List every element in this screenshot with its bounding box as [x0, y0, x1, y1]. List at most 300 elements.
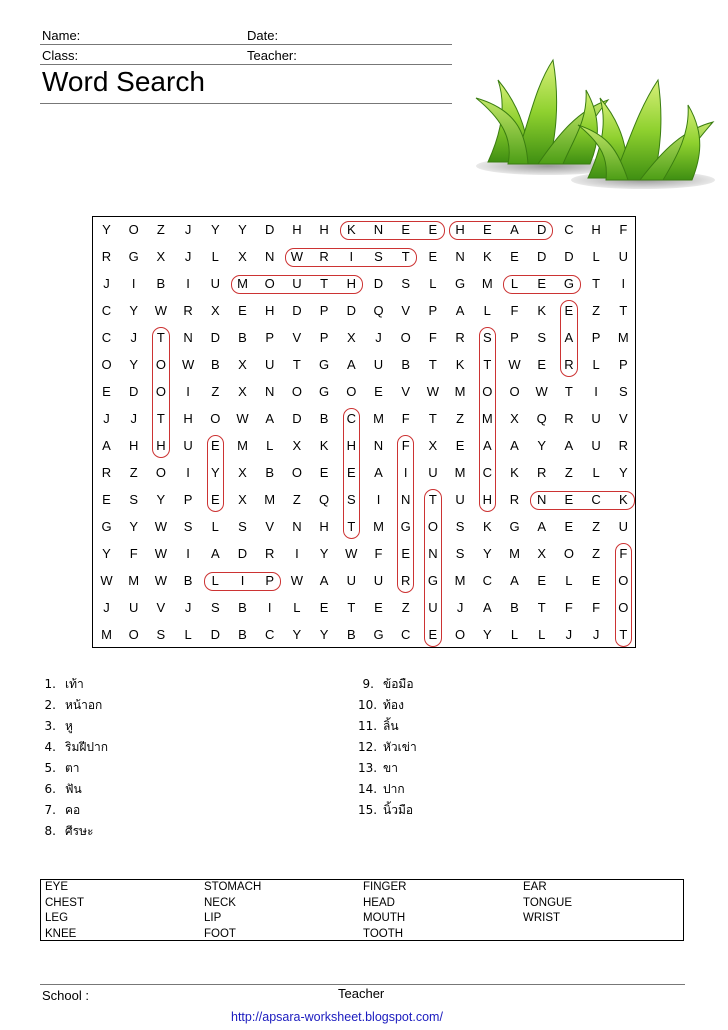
- word-bank: [40, 879, 684, 941]
- grid-letter: T: [619, 627, 628, 642]
- grid-letter: C: [400, 627, 411, 642]
- grid-letter: Y: [292, 627, 302, 642]
- grid-letter: M: [237, 438, 248, 453]
- grid-letter: P: [319, 330, 329, 345]
- word-bank-item: TOOTH: [363, 927, 404, 940]
- grid-letter: E: [102, 384, 111, 399]
- grid-letter: C: [346, 411, 356, 426]
- grid-letter: R: [509, 492, 520, 507]
- grid-letter: L: [483, 303, 491, 318]
- grid-letter: Y: [102, 222, 111, 237]
- grid-letter: F: [564, 600, 573, 615]
- grid-letter: G: [128, 249, 139, 264]
- grid-letter: Y: [319, 627, 329, 642]
- grid-letter: W: [290, 249, 304, 264]
- grid-letter: J: [130, 330, 137, 345]
- grid-letter: L: [184, 627, 192, 642]
- grid-letter: E: [401, 222, 411, 237]
- grid-letter: O: [128, 627, 139, 642]
- grid-letter: D: [346, 303, 356, 318]
- grid-letter: Y: [482, 546, 492, 561]
- grid-letter: L: [211, 573, 219, 588]
- grid-letter: O: [618, 573, 629, 588]
- grid-letter: U: [183, 438, 193, 453]
- grid-letter: V: [618, 411, 628, 426]
- grid-letter: S: [210, 600, 220, 615]
- grid-letter: U: [128, 600, 139, 615]
- clue-number: 2.: [44, 698, 56, 712]
- grid-letter: A: [346, 357, 356, 372]
- grid-letter: C: [564, 222, 574, 237]
- grid-letter: E: [510, 249, 519, 264]
- grid-letter: U: [346, 573, 356, 588]
- divider: [40, 103, 452, 104]
- grid-letter: X: [537, 546, 547, 561]
- grid-letter: C: [591, 492, 601, 507]
- grid-letter: P: [183, 492, 193, 507]
- clue-number: 12.: [358, 740, 378, 754]
- grid-letter: A: [564, 438, 574, 453]
- grid-letter: W: [100, 573, 113, 588]
- grid-letter: C: [101, 303, 112, 318]
- grid-letter: J: [103, 411, 110, 426]
- clue-number: 6.: [44, 782, 56, 796]
- grid-letter: M: [264, 492, 276, 507]
- grid-letter: V: [401, 303, 411, 318]
- clue-number: 1.: [44, 677, 56, 691]
- grid-letter: T: [564, 384, 573, 399]
- grid-letter: L: [211, 519, 219, 534]
- grid-letter: U: [373, 357, 384, 372]
- grid-letter: C: [482, 573, 492, 588]
- grid-letter: G: [373, 627, 384, 642]
- grid-letter: Y: [210, 222, 220, 237]
- grid-letter: H: [156, 438, 166, 453]
- answer-circle-stomach: [479, 327, 496, 512]
- clue-item: [358, 759, 398, 778]
- class-label: Class:: [42, 48, 79, 63]
- grid-letter: J: [103, 276, 110, 291]
- grid-letter: E: [428, 249, 438, 264]
- grid-letter: L: [592, 357, 600, 372]
- grid-letter: W: [426, 384, 440, 399]
- grid-letter: E: [455, 438, 465, 453]
- grid-letter: R: [400, 573, 411, 588]
- grid-letter: C: [482, 465, 492, 480]
- grid-letter: I: [186, 546, 190, 561]
- grid-letter: B: [346, 627, 356, 642]
- grid-letter: K: [346, 222, 356, 237]
- grid-letter: S: [129, 492, 139, 507]
- grid-letter: J: [184, 222, 192, 237]
- grid-letter: J: [130, 411, 137, 426]
- grid-letter: F: [619, 546, 628, 561]
- grid-letter: Y: [210, 465, 220, 480]
- grid-letter: O: [264, 276, 275, 291]
- grid-letter: N: [400, 492, 411, 507]
- clue-number: 15.: [358, 803, 378, 817]
- grid-letter: M: [617, 330, 629, 345]
- grid-letter: D: [292, 411, 302, 426]
- grid-letter: Z: [401, 600, 410, 615]
- grid-letter: Z: [592, 546, 601, 561]
- grid-letter: C: [101, 330, 112, 345]
- grid-letter: D: [237, 546, 248, 561]
- grid-letter: S: [618, 384, 628, 399]
- grid-letter: Y: [129, 357, 139, 372]
- grid-letter: T: [428, 411, 437, 426]
- word-bank-item: FINGER: [363, 881, 407, 893]
- word-bank-item: EAR: [523, 881, 547, 893]
- footer-teacher-label: Teacher: [338, 986, 385, 1001]
- grid-letter: S: [482, 330, 492, 345]
- grid-letter: Y: [156, 492, 166, 507]
- grid-letter: Z: [292, 492, 301, 507]
- answer-circle-lip: [204, 572, 282, 591]
- grid-letter: X: [156, 249, 166, 264]
- clue-item: [358, 675, 414, 694]
- grid-letter: S: [455, 519, 465, 534]
- clue-item: [358, 696, 404, 715]
- clue-number: 11.: [358, 719, 378, 733]
- grid-letter: T: [401, 249, 410, 264]
- grid-letter: W: [290, 573, 304, 588]
- grid-letter: Y: [618, 465, 628, 480]
- grid-letter: Z: [592, 519, 601, 534]
- grid-letter: O: [346, 384, 357, 399]
- grid-letter: T: [428, 357, 437, 372]
- grid-letter: S: [238, 519, 247, 534]
- grid-letter: K: [455, 357, 465, 372]
- grid-letter: T: [320, 276, 329, 291]
- grid-letter: T: [156, 411, 165, 426]
- grid-letter: J: [592, 627, 600, 642]
- grid-letter: Z: [456, 411, 465, 426]
- answer-circle-neck: [530, 491, 635, 510]
- grid-letter: R: [264, 546, 275, 561]
- clue-item: [358, 801, 413, 820]
- grid-letter: T: [537, 600, 546, 615]
- clue-item: [358, 780, 405, 799]
- grid-letter: G: [509, 519, 520, 534]
- grid-letter: H: [183, 411, 193, 426]
- grid-letter: M: [454, 573, 466, 588]
- grid-letter: F: [401, 411, 410, 426]
- grid-letter: L: [211, 249, 219, 264]
- clue-item: [40, 696, 102, 715]
- answer-circle-head: [449, 221, 554, 240]
- grid-letter: W: [154, 519, 168, 534]
- word-bank-item: HEAD: [363, 896, 395, 909]
- grid-letter: H: [128, 438, 139, 453]
- grid-letter: R: [183, 303, 193, 318]
- clue-number: 14.: [358, 782, 378, 796]
- grid-letter: X: [510, 411, 519, 426]
- website-link[interactable]: http://apsara-worksheet.blogspot.com/: [231, 1010, 443, 1024]
- answer-circle-eye: [207, 435, 224, 512]
- grid-letter: I: [240, 573, 245, 588]
- grid-letter: J: [375, 330, 382, 345]
- grid-letter: Z: [156, 222, 165, 237]
- clue-item: [40, 801, 80, 820]
- clue-text: ปาก: [383, 782, 405, 796]
- grid-letter: O: [563, 546, 574, 561]
- clue-text: หัวเข่า: [383, 740, 417, 754]
- grid-letter: M: [373, 411, 384, 426]
- grid-letter: M: [373, 519, 384, 534]
- grid-letter: N: [428, 546, 438, 561]
- teacher-label: Teacher:: [247, 48, 297, 63]
- word-bank-item: LIP: [204, 912, 222, 924]
- grid-letter: E: [564, 492, 574, 507]
- grid-letter: U: [591, 438, 601, 453]
- grid-letter: Y: [129, 303, 139, 318]
- grid-letter: E: [374, 600, 383, 615]
- grid-letter: T: [347, 600, 356, 615]
- grid-letter: I: [186, 465, 190, 480]
- grid-letter: V: [265, 519, 275, 534]
- grid-letter: Y: [129, 519, 139, 534]
- grid-letter: E: [374, 384, 383, 399]
- grid-letter: U: [428, 465, 438, 480]
- grid-letter: N: [183, 330, 193, 345]
- grid-letter: J: [565, 627, 573, 642]
- grid-letter: A: [482, 438, 492, 453]
- grid-letter: A: [265, 411, 275, 426]
- grid-letter: Q: [536, 411, 547, 426]
- grid-letter: W: [508, 357, 521, 372]
- grid-letter: H: [292, 222, 302, 237]
- answer-circle-ear: [560, 300, 577, 377]
- grid-letter: H: [346, 276, 356, 291]
- grid-letter: T: [619, 303, 628, 318]
- grid-letter: B: [401, 357, 411, 372]
- grid-letter: O: [128, 222, 139, 237]
- answer-circle-knee: [340, 221, 445, 240]
- grid-letter: D: [292, 303, 302, 318]
- date-label: Date:: [247, 28, 279, 43]
- grid-letter: S: [183, 519, 193, 534]
- divider: [40, 984, 685, 985]
- divider: [40, 44, 452, 45]
- clue-item: [40, 822, 93, 841]
- name-label: Name:: [42, 28, 81, 43]
- grass-illustration: [468, 40, 718, 190]
- grid-letter: T: [347, 519, 356, 534]
- grid-letter: M: [128, 573, 140, 588]
- grid-letter: L: [592, 249, 600, 264]
- grid-letter: N: [292, 519, 302, 534]
- grid-letter: M: [454, 465, 466, 480]
- grid-letter: O: [101, 357, 112, 372]
- clue-number: 4.: [44, 740, 56, 754]
- grid-letter: V: [156, 600, 166, 615]
- grid-letter: O: [509, 384, 520, 399]
- clue-text: นิ้วมือ: [383, 803, 414, 817]
- grid-letter: A: [210, 546, 220, 561]
- word-search-grid: [92, 216, 636, 648]
- grid-letter: D: [536, 222, 547, 237]
- clue-item: [40, 738, 108, 757]
- answer-circle-finger: [397, 435, 414, 593]
- grid-letter: A: [319, 573, 329, 588]
- grid-letter: W: [154, 573, 168, 588]
- grid-letter: E: [428, 222, 438, 237]
- grid-letter: A: [564, 330, 574, 345]
- grid-letter: B: [265, 465, 275, 480]
- grid-letter: B: [238, 330, 247, 345]
- grid-letter: F: [619, 222, 628, 237]
- grid-letter: D: [210, 627, 220, 642]
- grid-letter: X: [210, 303, 220, 318]
- grid-letter: D: [128, 384, 139, 399]
- grid-letter: D: [564, 249, 574, 264]
- grid-letter: V: [401, 384, 411, 399]
- grid-letter: H: [591, 222, 601, 237]
- clue-text: ฟัน: [65, 782, 82, 796]
- grid-letter: F: [129, 546, 138, 561]
- word-bank-item: KNEE: [45, 927, 77, 940]
- grid-letter: R: [564, 357, 574, 372]
- grid-letter: E: [564, 519, 574, 534]
- grid-letter: B: [319, 411, 329, 426]
- grid-letter: X: [238, 384, 247, 399]
- word-bank-item: CHEST: [45, 896, 84, 909]
- clue-text: เท้า: [65, 677, 84, 691]
- grid-letter: L: [510, 627, 519, 642]
- grid-letter: T: [483, 357, 492, 372]
- grid-letter: Y: [102, 546, 111, 561]
- grid-letter: U: [428, 600, 438, 615]
- grid-letter: I: [186, 276, 190, 291]
- grid-letter: E: [319, 465, 329, 480]
- word-bank-item: NECK: [204, 896, 236, 909]
- grid-letter: I: [594, 384, 598, 399]
- grid-letter: A: [510, 438, 519, 453]
- grid-letter: Y: [238, 222, 247, 237]
- clue-number: 8.: [44, 824, 56, 838]
- grid-letter: E: [210, 438, 220, 453]
- grid-letter: Z: [564, 465, 573, 480]
- page-title: Word Search: [42, 66, 205, 97]
- grid-letter: J: [103, 600, 110, 615]
- grid-letter: J: [456, 600, 464, 615]
- grid-letter: X: [238, 465, 247, 480]
- grid-letter: I: [349, 249, 354, 264]
- grid-letter: H: [319, 519, 329, 534]
- clue-number: 7.: [44, 803, 56, 817]
- grid-letter: S: [401, 276, 411, 291]
- grid-letter: U: [591, 411, 601, 426]
- grid-letter: I: [621, 276, 626, 291]
- grid-letter: H: [455, 222, 465, 237]
- grid-letter: P: [591, 330, 601, 345]
- grid-letter: B: [156, 276, 166, 291]
- grid-letter: L: [565, 573, 573, 588]
- grid-letter: K: [618, 492, 628, 507]
- grid-letter: G: [455, 276, 466, 291]
- grid-letter: O: [455, 627, 466, 642]
- clue-number: 9.: [362, 677, 374, 691]
- answer-circle-tongue: [424, 489, 441, 647]
- grid-letter: N: [536, 492, 547, 507]
- clue-item: [40, 759, 80, 778]
- grid-letter: O: [291, 384, 302, 399]
- grid-letter: R: [536, 465, 547, 480]
- grid-letter: A: [482, 600, 492, 615]
- answer-circle-mouth: [231, 275, 363, 294]
- grid-letter: I: [403, 465, 408, 480]
- clue-text: ตา: [65, 761, 80, 775]
- grid-letter: Q: [319, 492, 330, 507]
- grid-letter: G: [319, 384, 330, 399]
- grid-letter: U: [618, 249, 628, 264]
- grid-letter: Z: [211, 384, 220, 399]
- grid-letter: E: [591, 573, 601, 588]
- grid-letter: P: [265, 330, 275, 345]
- clue-text: คอ: [65, 803, 81, 817]
- clue-number: 10.: [358, 698, 378, 712]
- grid-letter: E: [102, 492, 111, 507]
- grid-letter: Y: [537, 438, 547, 453]
- grid-letter: X: [238, 249, 247, 264]
- grid-letter: K: [319, 438, 329, 453]
- grid-letter: A: [510, 222, 519, 237]
- grid-letter: F: [510, 303, 519, 318]
- grid-letter: Y: [319, 546, 329, 561]
- answer-circle-wrist: [285, 248, 417, 267]
- grid-letter: R: [618, 438, 628, 453]
- grid-letter: X: [238, 357, 247, 372]
- grid-letter: G: [563, 276, 574, 291]
- clue-text: หน้าอก: [65, 698, 103, 712]
- grid-letter: V: [292, 330, 302, 345]
- grid-letter: G: [400, 519, 411, 534]
- answer-circle-tooth: [152, 327, 169, 458]
- grid-letter: A: [510, 573, 519, 588]
- grid-letter: A: [455, 303, 465, 318]
- grid-letter: B: [238, 627, 247, 642]
- clue-text: ลิ้น: [383, 719, 399, 733]
- grid-letter: I: [295, 546, 299, 561]
- grid-letter: T: [592, 276, 601, 291]
- clue-item: [40, 780, 82, 799]
- grid-letter: O: [427, 519, 438, 534]
- word-bank-item: STOMACH: [204, 881, 262, 893]
- grid-letter: G: [427, 573, 438, 588]
- grid-letter: N: [264, 384, 275, 399]
- grid-letter: S: [346, 492, 356, 507]
- grid-letter: P: [265, 573, 275, 588]
- grid-letter: L: [592, 465, 600, 480]
- grid-letter: U: [292, 276, 302, 291]
- clue-text: ขา: [383, 761, 398, 775]
- grid-letter: B: [238, 600, 247, 615]
- grid-letter: I: [267, 600, 272, 615]
- clue-text: ท้อง: [383, 698, 404, 712]
- word-bank-item: TONGUE: [523, 896, 572, 909]
- grid-letter: S: [537, 330, 547, 345]
- grid-letter: P: [510, 330, 519, 345]
- grid-letter: L: [293, 600, 301, 615]
- grid-letter: D: [373, 276, 384, 291]
- grid-letter: I: [186, 384, 190, 399]
- grid-letter: O: [482, 384, 493, 399]
- clue-item: [358, 717, 399, 736]
- grid-letter: O: [155, 384, 166, 399]
- grid-letter: S: [374, 249, 383, 264]
- grid-letter: L: [538, 627, 546, 642]
